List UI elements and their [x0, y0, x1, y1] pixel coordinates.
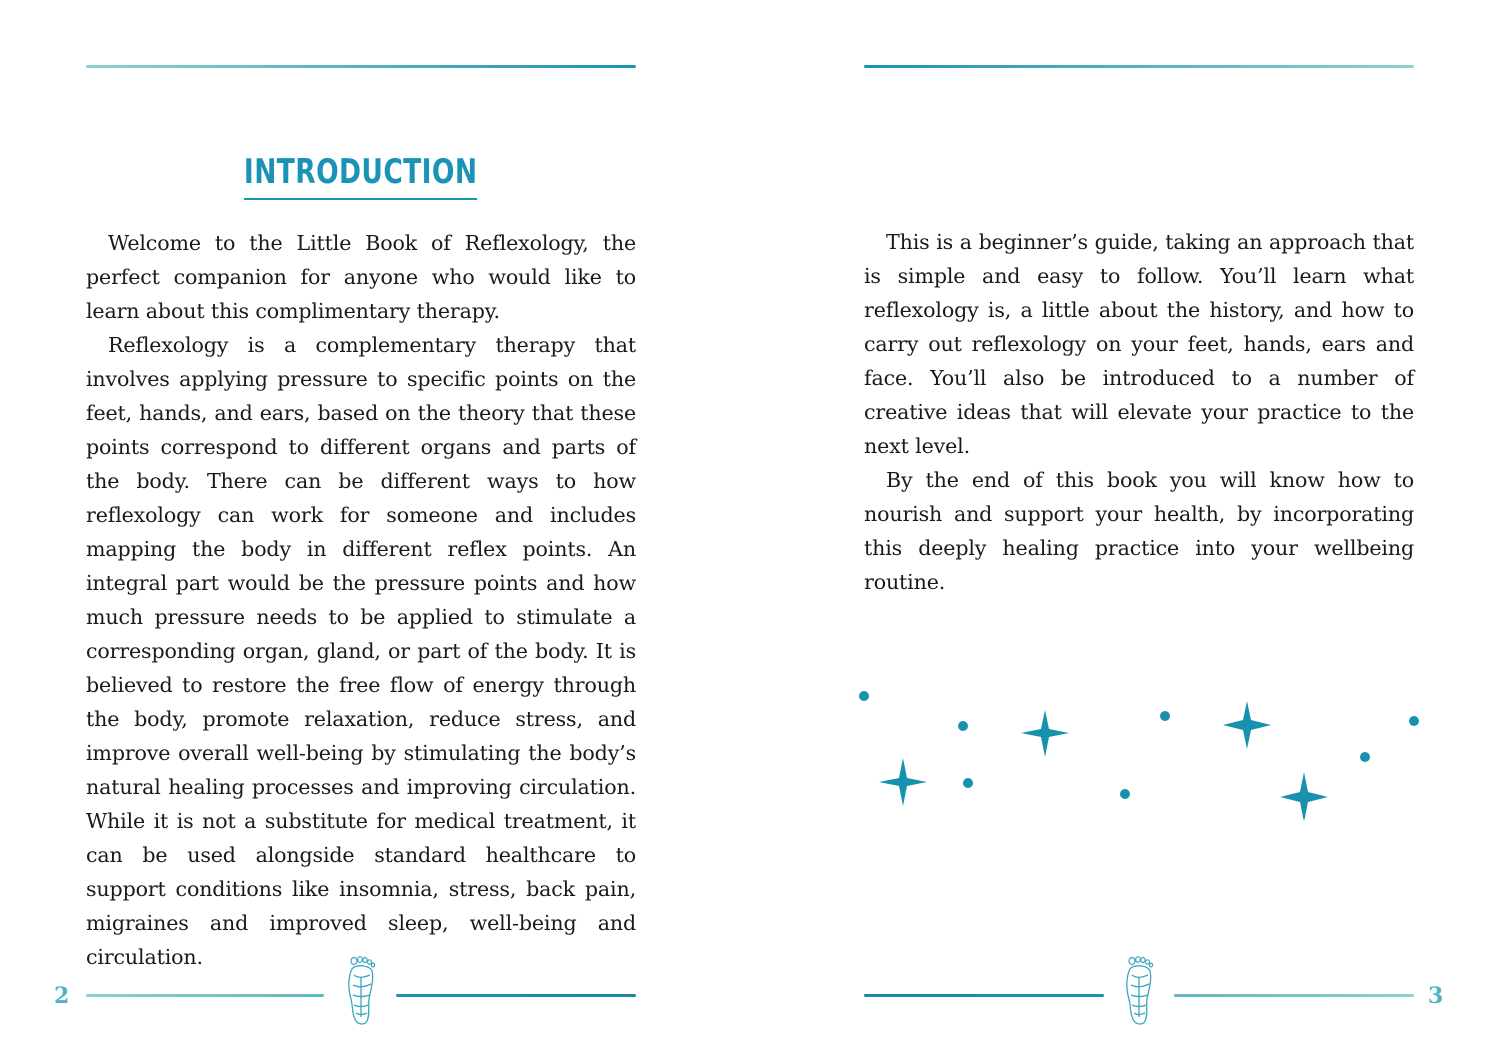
- footer-rule: [86, 994, 324, 997]
- top-rule: [86, 65, 636, 68]
- sparkle-stars-icon: [850, 680, 1430, 820]
- left-body-text: [86, 226, 636, 974]
- paragraph: Reflexology is a complementary therapy that involves applying pressure to specific points on the feet, hands, and ears, based on the theory that these points correspond to different organs and parts of the body. There can be different ways to how reflexology can work for someone and includes mapping the body in different reflex points. An integral part would be the pressure points and how much pressure needs to be applied to stimulate a corresponding organ, gland, or part of the body. It is believed to restore the free flow of energy through the body, promote relaxation, reduce stress, and improve overall well-being by stimulating the body’s natural healing processes and improving circulation. While it is not a substitute for medical treatment, it can be used alongside standard healthcare to support conditions like insomnia, stress, back pain, migraines and improved sleep, well-being and circulation.: [86, 333, 636, 969]
- left-page: [86, 0, 636, 1057]
- footer-rule: [396, 994, 636, 997]
- page-title: INTRODUCTION: [244, 152, 478, 200]
- page-number: 2: [54, 983, 70, 1009]
- paragraph: By the end of this book you will know how to nourish and support your health, by incorporating this deeply healing practice into your wellbeing routine.: [864, 468, 1414, 594]
- right-page: [864, 0, 1414, 1057]
- foot-reflexology-icon: [343, 955, 379, 1027]
- paragraph: This is a beginner’s guide, taking an approach that is simple and easy to follow. You’ll learn what reflexology is, a little about the history, and how to carry out reflexology on your feet, hands, ears and face. You’ll also be introduced to a number of creative ideas that will elevate your practice to the next level.: [864, 230, 1414, 458]
- page-number: 3: [1428, 983, 1444, 1009]
- right-body-text: [864, 225, 1414, 599]
- footer-rule: [1174, 994, 1414, 997]
- top-rule: [864, 65, 1414, 68]
- title-wrap: [86, 152, 636, 200]
- foot-reflexology-icon: [1121, 955, 1157, 1027]
- paragraph: Welcome to the Little Book of Reflexology, the perfect companion for anyone who would like to learn about this complimentary therapy.: [86, 231, 636, 323]
- footer-rule: [864, 994, 1104, 997]
